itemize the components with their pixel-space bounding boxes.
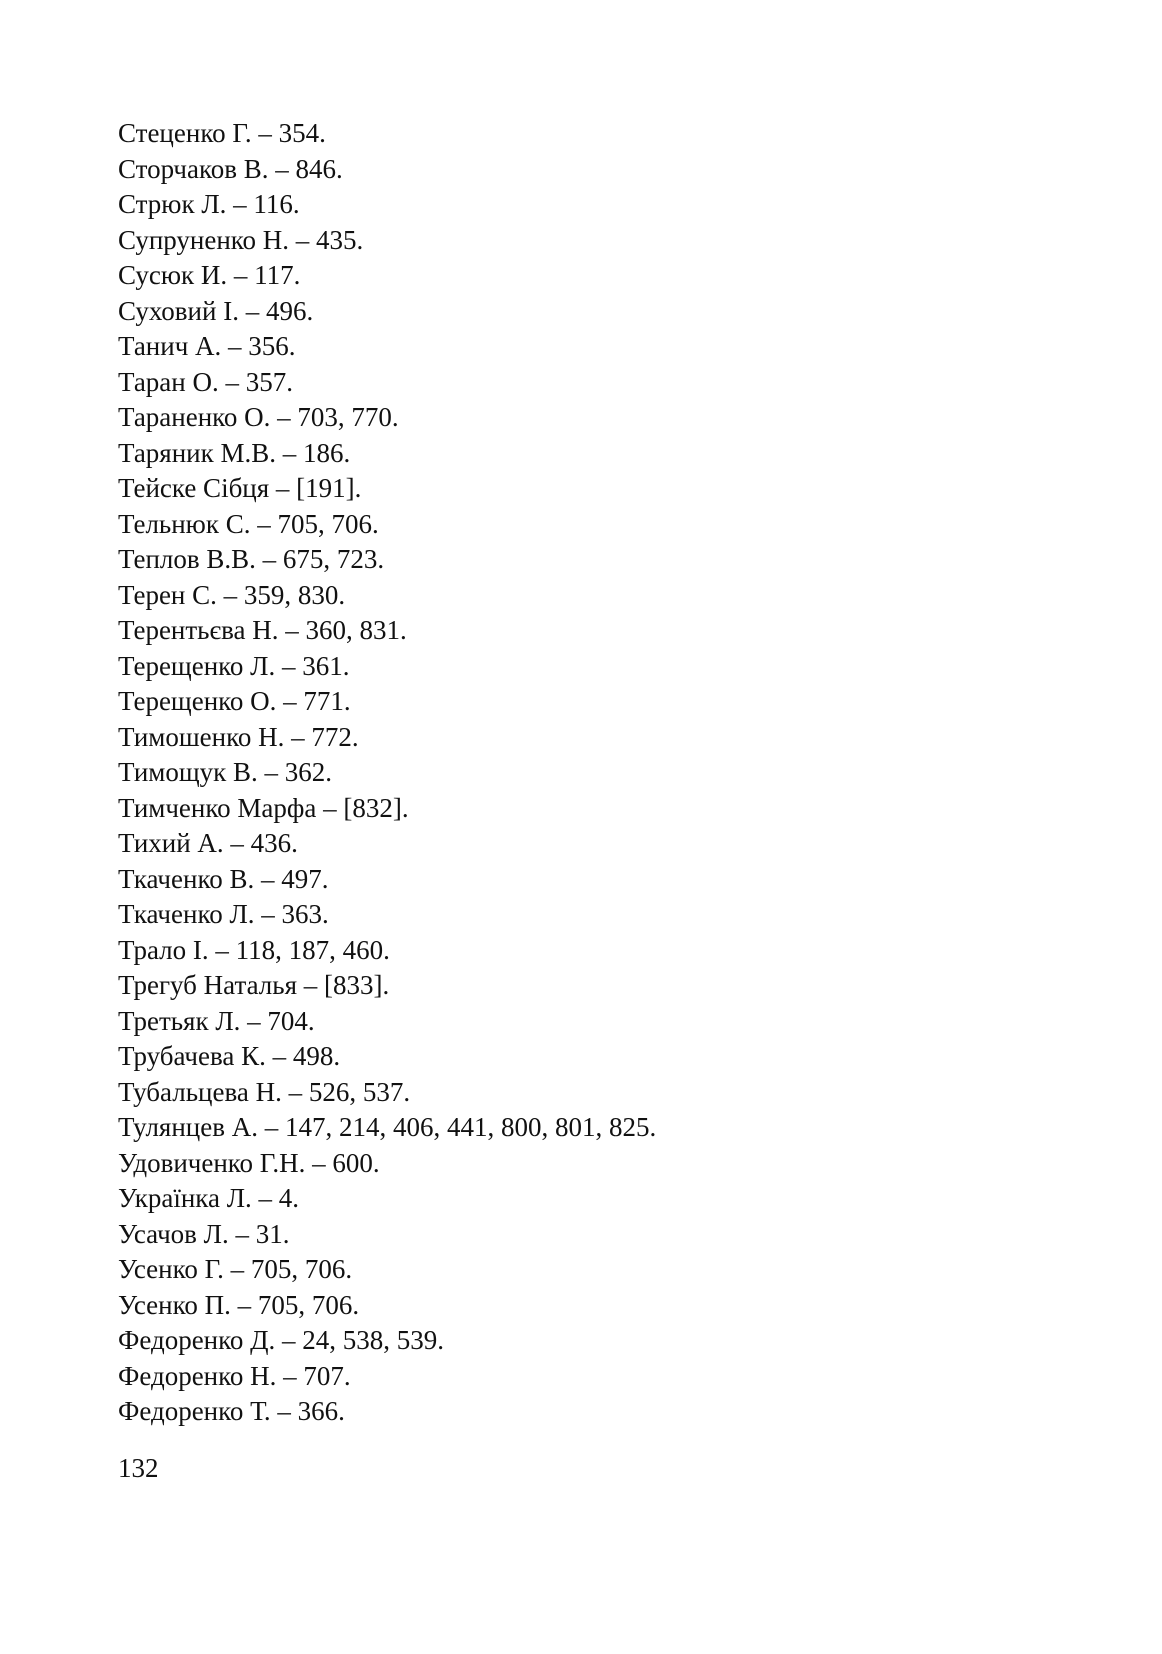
index-entry: Стеценко Г. – 354. [118,118,326,148]
index-entry: Українка Л. – 4. [118,1183,300,1213]
index-entry: Тулянцев А. – 147, 214, 406, 441, 800, 801, 825. [118,1112,657,1142]
index-entry: Стрюк Л. – 116. [118,189,300,219]
index-entry: Суховий І. – 496. [118,295,314,326]
index-entry: Удовиченко Г.Н. – 600. [118,1147,380,1178]
index-entry: Терещенко О. – 771. [118,686,351,716]
index-entry: Федоренко Т. – 366. [118,1396,345,1426]
index-entry: Тимченко Марфа – [832]. [118,792,409,823]
index-entry: Ткаченко Л. – 363. [118,899,329,929]
index-entry: Супруненко Н. – 435. [118,224,364,255]
index-entry: Трубачева К. – 498. [118,1041,341,1071]
index-entry: Третьяк Л. – 704. [118,1005,315,1036]
index-entry: Усачов Л. – 31. [118,1218,290,1249]
index-entry: Усенко П. – 705, 706. [118,1289,360,1320]
index-entry: Терещенко Л. – 361. [118,650,350,681]
index-entry: Федоренко Д. – 24, 538, 539. [118,1325,445,1355]
index-entry: Терен С. – 359, 830. [118,579,346,610]
index-entry: Таран О. – 357. [118,366,293,397]
index-entry: Тимощук В. – 362. [118,757,333,787]
index-entry: Федоренко Н. – 707. [118,1360,351,1391]
index-entry: Тельнюк С. – 705, 706. [118,508,379,539]
index-entry: Танич А. – 356. [118,331,296,361]
index-entry: Теплов В.В. – 675, 723. [118,544,385,574]
index-entry: Ткаченко В. – 497. [118,863,329,894]
index-entry: Терентьєва Н. – 360, 831. [118,615,407,645]
name-index-list [118,116,656,1430]
index-entry: Трало І. – 118, 187, 460. [118,934,390,965]
index-entry: Усенко Г. – 705, 706. [118,1254,353,1284]
index-entry: Сторчаков В. – 846. [118,153,343,184]
page-number: 132 [118,1453,159,1483]
index-entry: Тубальцева Н. – 526, 537. [118,1076,411,1107]
index-entry: Сусюк И. – 117. [118,260,301,290]
index-entry: Таряник М.В. – 186. [118,437,351,468]
index-entry: Тимошенко Н. – 772. [118,721,359,752]
index-entry: Тейске Сібця – [191]. [118,473,362,503]
index-entry: Тараненко О. – 703, 770. [118,402,399,432]
index-entry: Тихий А. – 436. [118,828,298,858]
index-entry: Трегуб Наталья – [833]. [118,970,390,1000]
